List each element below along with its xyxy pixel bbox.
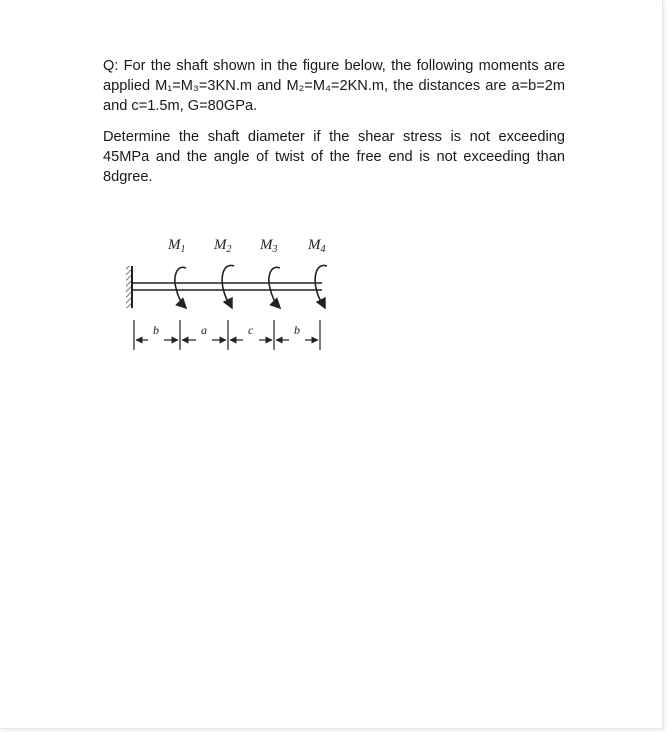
moment-label-m1: $M_1$ bbox=[168, 237, 186, 255]
shaft-figure bbox=[110, 228, 350, 358]
dimension-label-c: c bbox=[248, 323, 254, 337]
moment-arrow-m3 bbox=[269, 267, 280, 308]
moment-label-m4: $M_4$ bbox=[308, 237, 326, 255]
moment-label-m2: $M_2$ bbox=[214, 237, 232, 255]
moment-arrow-m4 bbox=[315, 265, 327, 308]
question-paragraph-2 bbox=[103, 127, 565, 187]
dimension-lines bbox=[134, 320, 320, 350]
moment-arrow-m2 bbox=[222, 265, 234, 308]
moment-arrow-m1 bbox=[175, 267, 186, 308]
question-paragraph-1 bbox=[103, 56, 565, 116]
shaft bbox=[132, 283, 322, 290]
dimension-label-b1: b bbox=[153, 323, 159, 337]
dimension-label-a: a bbox=[201, 323, 207, 337]
dimension-label-b2: b bbox=[294, 323, 300, 337]
question-text: Q: For the shaft shown in the figure below, the following moments are applied M₁=M₃=3KN.m and M₂=M₄=2KN.m, the distances are a=b=2m and c=1.5m, G=80GPa. bbox=[103, 58, 565, 114]
moment-label-m3: $M_3$ bbox=[260, 237, 278, 255]
task-text: Determine the shaft diameter if the shear stress is not exceeding 45MPa and the angle of twist of the free end is not exceeding than 8dgree. bbox=[103, 129, 565, 185]
